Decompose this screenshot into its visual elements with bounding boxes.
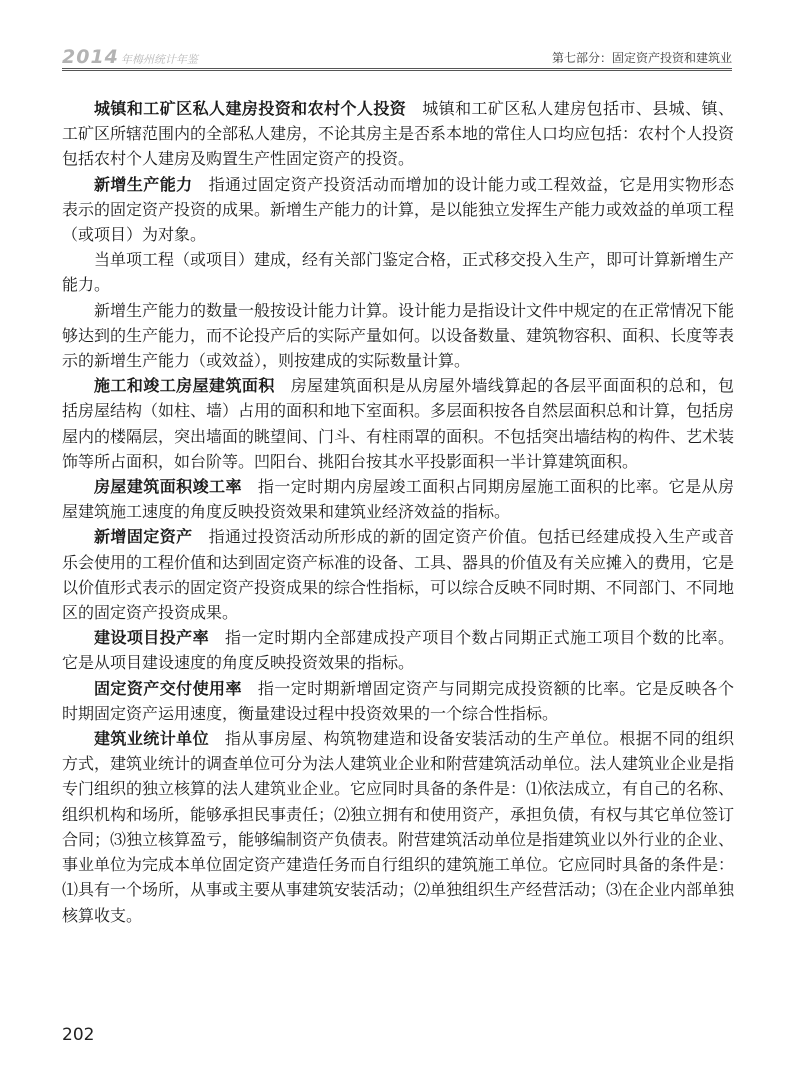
paragraph-text: 指从事房屋、构筑物建造和设备安装活动的生产单位。根据不同的组织方式，建筑业统计的调查单位可分为法人建筑业企业和附营建筑活动单位。法人建筑业企业是指专门组织的独立核算的法人建筑业企业。它应同时具备的条件是：⑴依法成立，有自己的名称、组织机构和场所，能够承担民事责任；⑵独立拥有和使用资产，承担负债，有权与其它单位签订合同；⑶独立核算盈亏，能够编制资产负债表。附营建筑活动单位是指建筑业以外行业的企业、事业单位为完成本单位固定资产建造任务而自行组织的建筑施工单位。它应同时具备的条件是：⑴具有一个场所，从事或主要从事建筑安装活动；⑵单独组织生产经营活动；⑶在企业内部单独核算收支。 [62,729,735,925]
paragraph-term: 固定资产交付使用率 [94,678,242,698]
paragraph [62,625,734,675]
paragraph-term: 新增固定资产 [94,527,193,547]
section-title: 第七部分：固定资产投资和建筑业 [551,51,732,65]
paragraph-term: 建设项目投产率 [94,628,210,648]
paragraph-text: 房屋建筑面积是从房屋外墙线算起的各层平面面积的总和，包括房屋结构（如柱、墙）占用的面积和地下室面积。多层面积按各自然层面积总和计算，包括房屋内的楼隔层，突出墙面的眺望间、门斗、有柱雨罩的面积。不包括突出墙结构的构件、艺术装饰等所占面积，如台阶等。凹阳台、挑阳台按其水平投影面积一半计算建筑面积。 [62,376,735,471]
paragraph-text: 指通过固定资产投资活动而增加的设计能力或工程效益，它是用实物形态表示的固定资产投资的成果。新增生产能力的计算，是以能独立发挥生产能力或效益的单项工程（或项目）为对象。 [62,174,735,245]
paragraph [62,298,734,374]
yearbook-title [62,46,198,68]
page-header [62,44,732,72]
paragraph [62,524,734,625]
paragraph [62,247,734,297]
paragraph [62,474,734,524]
yearbook-name: 年梅州统计年鉴 [120,53,198,66]
paragraph-text: 指一定时期新增固定资产与同期完成投资额的比率。它是反映各个时期固定资产运用速度，衡量建设过程中投资效果的一个综合性指标。 [62,678,734,723]
paragraph [62,373,734,474]
paragraph-term: 城镇和工矿区私人建房投资和农村个人投资 [94,99,407,118]
paragraph-term: 新增生产能力 [94,174,193,194]
paragraph-text: 指一定时期内全部建成投产项目个数占同期正式施工项目个数的比率。它是从项目建设速度的角度反映投资效果的指标。 [62,628,734,673]
yearbook-year: 2014 [62,46,119,68]
header-divider [62,68,732,71]
body-text [62,96,734,928]
paragraph-text: 城镇和工矿区私人建房包括市、县城、镇、工矿区所辖范围内的全部私人建房，不论其房主是否系本地的常住人口均应包括：农村个人投资包括农村个人建房及购置生产性固定资产的投资。 [62,99,735,169]
paragraph-text: 指通过投资活动所形成的新的固定资产价值。包括已经建成投入生产或音乐会使用的工程价值和达到固定资产标准的设备、工具、器具的价值及有关应摊入的费用，它是以价值形式表示的固定资产投资成果的综合性指标，可以综合反映不同时期、不同部门、不同地区的固定资产投资成果。 [62,527,735,623]
paragraph [62,676,734,726]
paragraph-text: 新增生产能力的数量一般按设计能力计算。设计能力是指设计文件中规定的在正常情况下能够达到的生产能力，而不论投产后的实际产量如何。以设备数量、建筑物容积、面积、长度等表示的新增生产能力（或效益），则按建成的实际数量计算。 [62,300,735,371]
page-number: 202 [62,1025,95,1045]
paragraph [62,726,734,928]
paragraph [62,172,734,248]
paragraph-term: 建筑业统计单位 [94,729,210,749]
paragraph [62,96,734,172]
paragraph-term: 房屋建筑面积竣工率 [94,477,242,497]
paragraph-text: 当单项工程（或项目）建成，经有关部门鉴定合格，正式移交投入生产，即可计算新增生产能力。 [62,250,735,295]
paragraph-text: 指一定时期内房屋竣工面积占同期房屋施工面积的比率。它是从房屋建筑施工速度的角度反映投资效果和建筑业经济效益的指标。 [62,477,734,522]
paragraph-term: 施工和竣工房屋建筑面积 [94,376,275,396]
